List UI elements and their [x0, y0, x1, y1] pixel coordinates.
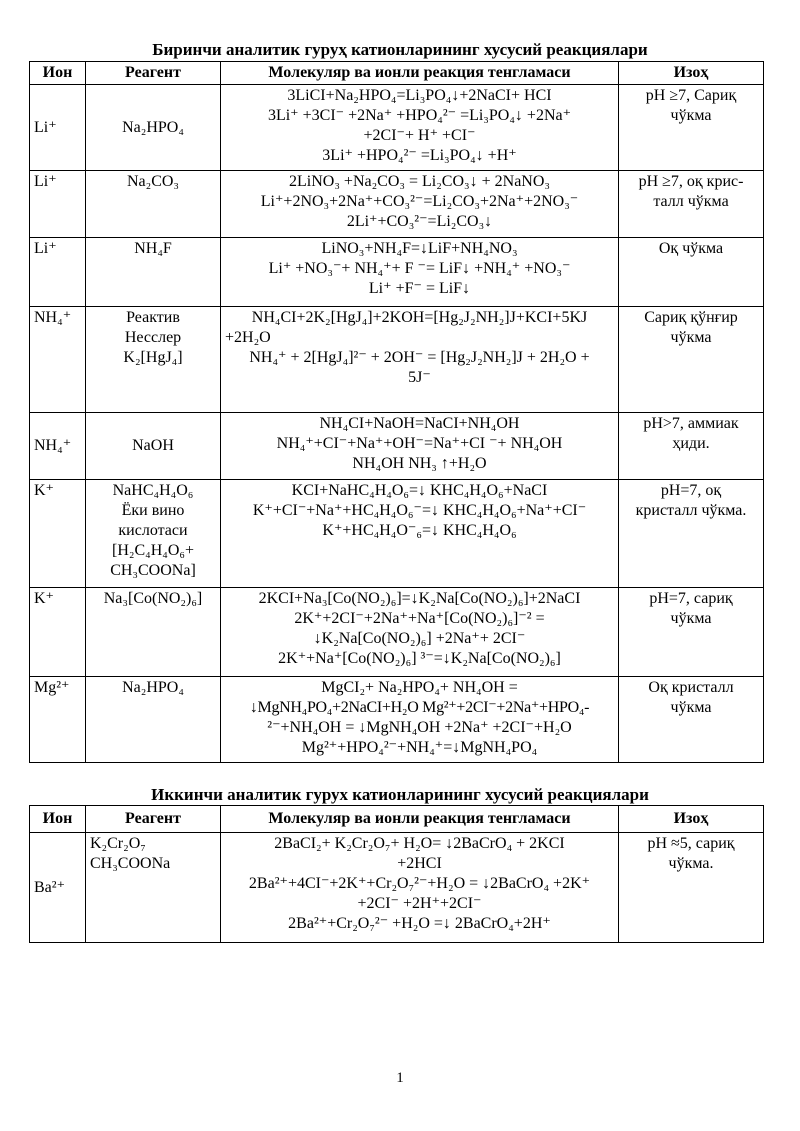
ion-cell: Li⁺	[30, 171, 86, 238]
equation-cell	[221, 307, 619, 413]
reagent-line: K₂Cr₂O₇	[90, 835, 146, 852]
equation-line: Li⁺ +F⁻ = LiF↓	[368, 280, 471, 297]
note-cell	[619, 171, 764, 238]
header-ion: Ион	[30, 806, 86, 833]
note-cell	[619, 833, 764, 943]
reagent-line: CH₃COONa	[90, 855, 171, 872]
equation-line: ²⁻+NH₄OH = ↓MgNH₄OH +2Na⁺ +2CI⁻+H₂O	[267, 719, 572, 736]
note-cell	[619, 307, 764, 413]
equation-line: 2Ba²⁺+4CI⁻+2K⁺+Cr₂O₇²⁻+H₂O = ↓2BaCrO₄ +2K⁺	[248, 875, 591, 892]
ion-cell: Ba²⁺	[30, 833, 86, 943]
equation-cell	[221, 85, 619, 171]
equation-line: 2Ba²⁺+Cr₂O₇²⁻ +H₂O =↓ 2BaCrO₄+2H⁺	[288, 915, 551, 932]
equation-line: NH₄OH NH₃ ↑+H₂O	[352, 455, 487, 472]
ion-cell: NH₄⁺	[30, 413, 86, 480]
section1-title: Биринчи аналитик гуруҳ катионларининг хусусий реакциялари	[152, 40, 648, 59]
equation-line: LiNO₃+NH₄F=↓LiF+NH₄NO₃	[321, 240, 518, 257]
equation-line: Li⁺+2NO₃+2Na⁺+CO₃²⁻=Li₂CO₃+2Na⁺+2NO₃⁻	[260, 193, 579, 210]
ion-cell: NH₄⁺	[30, 307, 86, 413]
ion-cell: K⁺	[30, 588, 86, 677]
equation-line: K⁺+HC₄H₄O⁻₆=↓ KHC₄H₄O₆	[322, 522, 517, 539]
equation-line: ↓MgNH₄PO₄+2NaCI+H₂O Mg²⁺+2CI⁻+2Na⁺+HPO₄-	[249, 699, 590, 716]
section1-table	[29, 61, 764, 763]
reagent-line: Na₂CO₃	[126, 173, 180, 190]
note-cell	[619, 588, 764, 677]
note-line: чўкма	[670, 329, 712, 346]
reagent-cell	[86, 238, 221, 307]
equation-line: NH₄⁺+CI⁻+Na⁺+OH⁻=Na⁺+CI ⁻+ NH₄OH	[276, 435, 563, 452]
note-line: pH=7, оқ	[660, 482, 722, 499]
reagent-line: NaHC₄H₄O₆	[112, 482, 194, 499]
reagent-cell	[86, 833, 221, 943]
note-line: pH ≈5, сариқ	[647, 835, 735, 852]
table-header-row	[30, 806, 764, 833]
equation-line: +2HCI	[397, 855, 442, 872]
table-row	[30, 677, 764, 763]
note-line: кристалл чўкма.	[635, 502, 747, 519]
note-line: pH ≥7, Сариқ	[645, 87, 737, 104]
section2-table	[29, 805, 764, 943]
table-row	[30, 171, 764, 238]
equation-cell	[221, 480, 619, 588]
reagent-line: Реактив	[126, 309, 180, 326]
equation-line: NH₄⁺ + 2[HgJ₄]²⁻ + 2OH⁻ = [Hg₂J₂NH₂]J + 2H₂O +	[249, 349, 590, 366]
table-row	[30, 480, 764, 588]
reagent-line: K₂[HgJ₄]	[123, 349, 183, 366]
equation-line: 5J⁻	[408, 369, 431, 386]
note-line: Оқ чўкма	[658, 240, 724, 257]
note-line: чўкма	[670, 107, 712, 124]
header-note: Изоҳ	[619, 62, 764, 85]
header-reagent: Реагент	[86, 62, 221, 85]
equation-line: K⁺+CI⁻+Na⁺+HC₄H₄O₆⁻=↓ KHC₄H₄O₆+Na⁺+CI⁻	[252, 502, 587, 519]
equation-line: +2CI⁻ +2H⁺+2CI⁻	[357, 895, 482, 912]
note-cell	[619, 677, 764, 763]
note-line: чўкма	[670, 699, 712, 716]
ion-cell: Li⁺	[30, 238, 86, 307]
equation-cell	[221, 588, 619, 677]
header-equation: Молекуляр ва ионли реакция тенгламаси	[221, 62, 619, 85]
equation-line: KCI+NaHC₄H₄O₆=↓ KHC₄H₄O₆+NaCI	[291, 482, 548, 499]
equation-cell	[221, 833, 619, 943]
reagent-line: NaOH	[132, 437, 174, 454]
equation-line: 2K⁺+Na⁺[Co(NO₂)₆] ³⁻=↓K₂Na[Co(NO₂)₆]	[278, 650, 561, 667]
reagent-cell	[86, 85, 221, 171]
ion-cell: Li⁺	[30, 85, 86, 171]
table-row	[30, 307, 764, 413]
note-line: Сариқ қўнғир	[644, 309, 738, 326]
equation-line: NH₄CI+NaOH=NaCI+NH₄OH	[319, 415, 520, 432]
note-cell	[619, 413, 764, 480]
equation-line: MgCI₂+ Na₂HPO₄+ NH₄OH =	[321, 679, 518, 696]
header-equation: Молекуляр ва ионли реакция тенгламаси	[221, 806, 619, 833]
note-line: ҳиди.	[672, 435, 710, 452]
equation-line: +2H₂O	[225, 329, 271, 346]
note-line: чўкма	[670, 610, 712, 627]
equation-line: 3Li⁺ +HPO₄²⁻ =Li₃PO₄↓ +H⁺	[322, 147, 517, 164]
reagent-line: Несслер	[124, 329, 182, 346]
note-line: pH>7, аммиак	[643, 415, 739, 432]
reagent-cell	[86, 677, 221, 763]
reagent-line: [H₂C₄H₄O₆+	[112, 542, 194, 559]
reagent-line: Ёки вино	[121, 502, 185, 519]
equation-line: 2BaCI₂+ K₂Cr₂O₇+ H₂O= ↓2BaCrO₄ + 2KCI	[274, 835, 565, 852]
reagent-line: CH₃COONa]	[110, 562, 196, 579]
reagent-line: NH₄F	[134, 240, 172, 257]
equation-line: 2KCI+Na₃[Co(NO₂)₆]=↓K₂Na[Co(NO₂)₆]+2NaCI	[258, 590, 581, 607]
note-cell	[619, 85, 764, 171]
table-row	[30, 238, 764, 307]
ion-cell: K⁺	[30, 480, 86, 588]
note-line: талл чўкма	[653, 193, 729, 210]
table-row	[30, 833, 764, 943]
equation-line: Mg²⁺+HPO₄²⁻+NH₄⁺=↓MgNH₄PO₄	[301, 739, 538, 756]
note-line: pH ≥7, оқ крис-	[638, 173, 744, 190]
equation-line: +2CI⁻+ H⁺ +CI⁻	[363, 127, 476, 144]
reagent-line: кислотаси	[118, 522, 188, 539]
page-number: 1	[396, 1070, 404, 1086]
header-reagent: Реагент	[86, 806, 221, 833]
table-row	[30, 85, 764, 171]
equation-line: 3Li⁺ +3CI⁻ +2Na⁺ +HPO₄²⁻ =Li₃PO₄↓ +2Na⁺	[267, 107, 572, 124]
reagent-cell	[86, 171, 221, 238]
note-cell	[619, 480, 764, 588]
equation-line: 2K⁺+2CI⁻+2Na⁺+Na⁺[Co(NO₂)₆]⁻² =	[294, 610, 545, 627]
ion-cell: Mg²⁺	[30, 677, 86, 763]
reagent-cell	[86, 413, 221, 480]
equation-cell	[221, 677, 619, 763]
table-row	[30, 588, 764, 677]
equation-cell	[221, 238, 619, 307]
equation-line: 3LiCI+Na₂HPO₄=Li₃PO₄↓+2NaCI+ HCI	[287, 87, 552, 104]
reagent-line: Na₂HPO₄	[122, 118, 184, 136]
equation-line: Li⁺ +NO₃⁻+ NH₄⁺+ F ⁻= LiF↓ +NH₄⁺ +NO₃⁻	[268, 260, 571, 277]
table-row	[30, 413, 764, 480]
reagent-line: Na₂HPO₄	[122, 679, 184, 696]
equation-line: ↓K₂Na[Co(NO₂)₆] +2Na⁺+ 2CI⁻	[313, 630, 526, 647]
equation-line: 2LiNO₃ +Na₂CO₃ = Li₂CO₃↓ + 2NaNO₃	[289, 173, 550, 190]
section2-title: Иккинчи аналитик гурух катионларининг хусусий реакциялари	[151, 785, 649, 804]
equation-cell	[221, 171, 619, 238]
header-note: Изоҳ	[619, 806, 764, 833]
equation-cell	[221, 413, 619, 480]
reagent-line: Na₃[Co(NO₂)₆]	[103, 590, 203, 607]
reagent-cell	[86, 480, 221, 588]
note-cell	[619, 238, 764, 307]
reagent-cell	[86, 588, 221, 677]
note-line: чўкма.	[668, 855, 714, 872]
reagent-cell	[86, 307, 221, 413]
note-line: Оқ кристалл	[648, 679, 734, 696]
table-header-row	[30, 62, 764, 85]
equation-line: 2Li⁺+CO₃²⁻=Li₂CO₃↓	[346, 213, 493, 230]
note-line: pH=7, сариқ	[649, 590, 733, 607]
equation-line: NH₄CI+2K₂[HgJ₄]+2KOH=[Hg₂J₂NH₂]J+KCI+5KJ	[251, 309, 588, 326]
header-ion: Ион	[30, 62, 86, 85]
